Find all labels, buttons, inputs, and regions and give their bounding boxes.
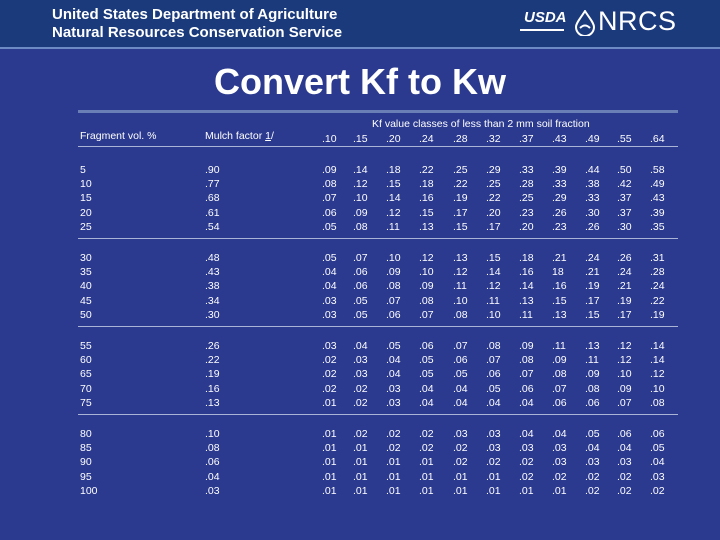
kw-value: .13 [453, 252, 468, 264]
kw-value: .07 [453, 340, 468, 352]
kw-value: .04 [585, 442, 600, 455]
kw-value: .02 [585, 470, 600, 483]
kw-value: .39 [650, 206, 665, 219]
kf-class-header: .55 [617, 133, 632, 145]
kw-value: .02 [353, 382, 368, 395]
kw-value: .21 [617, 280, 632, 293]
kw-value: .15 [552, 294, 567, 307]
kw-value: .02 [322, 354, 337, 367]
kw-value: .49 [650, 178, 665, 191]
kw-value: .19 [617, 294, 632, 307]
title-divider [78, 110, 678, 113]
kw-value: .01 [353, 484, 368, 497]
kw-value: .03 [486, 442, 501, 455]
fragment-value: 90 [80, 456, 92, 469]
kw-value: .19 [585, 280, 600, 293]
kw-value: .04 [386, 368, 401, 381]
mulch-factor-value: .77 [205, 178, 220, 191]
mulch-factor-value: .34 [205, 294, 220, 307]
kw-value: .05 [353, 294, 368, 307]
kw-value: .02 [386, 442, 401, 455]
kw-value: .13 [552, 308, 567, 321]
kw-value: .06 [353, 280, 368, 293]
kw-value: .01 [486, 484, 501, 497]
kw-value: .07 [519, 368, 534, 381]
header-rule [78, 146, 678, 147]
kw-value: .25 [486, 178, 501, 191]
kw-value: .12 [419, 252, 434, 264]
kw-value: .04 [322, 266, 337, 279]
fragment-value: 15 [80, 192, 92, 205]
nrcs-logo: NRCS [598, 6, 677, 36]
kw-value: .01 [419, 484, 434, 497]
kw-value: .02 [419, 428, 434, 440]
kw-value: .12 [617, 340, 632, 352]
kw-value: .15 [486, 252, 501, 264]
kw-value: .17 [617, 308, 632, 321]
kw-value: .16 [419, 192, 434, 205]
kw-value: .35 [650, 220, 665, 233]
kw-value: .16 [552, 280, 567, 293]
kw-value: .14 [486, 266, 501, 279]
kw-value: .13 [585, 340, 600, 352]
kw-value: .18 [386, 164, 401, 176]
fragment-value: 65 [80, 368, 92, 381]
kw-value: .02 [353, 428, 368, 440]
mulch-factor-value: .08 [205, 442, 220, 455]
kw-value: .10 [650, 382, 665, 395]
kw-value: .24 [617, 266, 632, 279]
kw-value: .10 [453, 294, 468, 307]
kw-value: .05 [322, 220, 337, 233]
kw-value: .14 [353, 164, 368, 176]
kw-value: .37 [617, 206, 632, 219]
kw-value: .01 [453, 484, 468, 497]
kw-value: .05 [419, 368, 434, 381]
kw-value: .03 [353, 368, 368, 381]
kw-value: .12 [650, 368, 665, 381]
mulch-factor-value: .68 [205, 192, 220, 205]
mulch-factor-value: .04 [205, 470, 220, 483]
kw-value: .03 [617, 456, 632, 469]
kw-value: .08 [353, 220, 368, 233]
kw-value: .22 [486, 192, 501, 205]
kw-value: .03 [386, 396, 401, 409]
kw-value: .07 [322, 192, 337, 205]
kw-value: .06 [519, 382, 534, 395]
mulch-factor-value: .13 [205, 396, 220, 409]
kw-value: .14 [650, 354, 665, 367]
fragment-value: 55 [80, 340, 92, 352]
col-header-fragment: Fragment vol. % [80, 130, 157, 142]
kw-value: .05 [650, 442, 665, 455]
fragment-value: 75 [80, 396, 92, 409]
kw-value: .02 [552, 470, 567, 483]
kw-value: .18 [419, 178, 434, 191]
kw-value: .05 [419, 354, 434, 367]
slide-title: Convert Kf to Kw [214, 61, 506, 102]
kw-value: .05 [585, 428, 600, 440]
kw-value: .02 [322, 368, 337, 381]
kw-value: .02 [453, 442, 468, 455]
kw-value: .17 [585, 294, 600, 307]
kw-value: .01 [386, 456, 401, 469]
kw-value: .02 [353, 396, 368, 409]
kw-value: .06 [617, 428, 632, 440]
kw-value: .03 [585, 456, 600, 469]
kw-value: .06 [585, 396, 600, 409]
kw-value: .50 [617, 164, 632, 176]
kw-value: .15 [585, 308, 600, 321]
kw-value: .17 [486, 220, 501, 233]
kw-value: .08 [486, 340, 501, 352]
kw-value: .37 [617, 192, 632, 205]
kw-value: .31 [650, 252, 665, 264]
kw-value: .04 [322, 280, 337, 293]
kw-value: .18 [519, 252, 534, 264]
kw-value: .05 [322, 252, 337, 264]
kw-value: .16 [519, 266, 534, 279]
kw-value: .09 [419, 280, 434, 293]
kw-value: .09 [552, 354, 567, 367]
kw-value: .01 [453, 470, 468, 483]
fragment-value: 60 [80, 354, 92, 367]
kw-value: .06 [486, 368, 501, 381]
agency-line-2: Natural Resources Conservation Service [52, 24, 343, 41]
kw-value: .01 [386, 484, 401, 497]
kw-value: .17 [453, 206, 468, 219]
kw-value: .03 [386, 382, 401, 395]
kw-value: .03 [650, 470, 665, 483]
kw-value: .20 [486, 206, 501, 219]
kw-value: .04 [519, 428, 534, 440]
mulch-factor-value: .16 [205, 382, 220, 395]
kw-value: .22 [453, 178, 468, 191]
kw-value: .26 [552, 206, 567, 219]
kw-value: .02 [486, 456, 501, 469]
kf-class-header: .32 [486, 133, 501, 145]
kw-value: .20 [519, 220, 534, 233]
kw-value: .02 [617, 470, 632, 483]
kw-value: .04 [519, 396, 534, 409]
kw-value: .05 [453, 368, 468, 381]
kw-value: .33 [552, 178, 567, 191]
group-separator [78, 414, 678, 415]
fragment-value: 40 [80, 280, 92, 293]
kw-value: .44 [585, 164, 600, 176]
agency-banner [0, 0, 720, 49]
kf-class-header: .37 [519, 133, 534, 145]
mulch-factor-value: .03 [205, 484, 220, 497]
kw-value: .05 [353, 308, 368, 321]
mulch-factor-value: .61 [205, 206, 220, 219]
kw-value: .43 [650, 192, 665, 205]
kw-value: .29 [486, 164, 501, 176]
kw-value: .01 [419, 456, 434, 469]
col-header-mulch: Mulch factor 1/ [205, 130, 274, 142]
kw-value: .11 [585, 354, 599, 367]
kw-value: .22 [650, 294, 665, 307]
fragment-value: 100 [80, 484, 98, 497]
kw-value: .11 [486, 294, 500, 307]
kw-value: .03 [519, 442, 534, 455]
kw-value: .15 [453, 220, 468, 233]
kw-value: .13 [419, 220, 434, 233]
kf-class-header: .28 [453, 133, 468, 145]
kw-value: .23 [519, 206, 534, 219]
kw-value: .26 [617, 252, 632, 264]
kw-value: .02 [519, 456, 534, 469]
kw-value: .07 [617, 396, 632, 409]
kw-value: .04 [650, 456, 665, 469]
kw-value: .06 [322, 206, 337, 219]
kw-value: .01 [519, 484, 534, 497]
kw-value: .08 [322, 178, 337, 191]
kw-value: .01 [322, 456, 337, 469]
kw-value: .30 [585, 206, 600, 219]
kw-value: .26 [585, 220, 600, 233]
kw-value: .28 [650, 266, 665, 279]
kw-value: .11 [453, 280, 467, 293]
kw-value: .04 [552, 428, 567, 440]
kw-value: .12 [486, 280, 501, 293]
kf-class-header: .10 [322, 133, 337, 145]
fragment-value: 45 [80, 294, 92, 307]
kw-value: .14 [519, 280, 534, 293]
kw-value: .12 [386, 206, 401, 219]
kw-value: .02 [386, 428, 401, 440]
kw-value: .38 [585, 178, 600, 191]
kw-value: .02 [322, 382, 337, 395]
kw-value: .15 [419, 206, 434, 219]
agency-line-1: United States Department of Agriculture [52, 6, 338, 23]
kw-value: .01 [419, 470, 434, 483]
kw-value: .10 [386, 252, 401, 264]
kf-class-header: .24 [419, 133, 434, 145]
kw-value: .08 [453, 308, 468, 321]
mulch-factor-value: .10 [205, 428, 220, 440]
kw-value: .01 [322, 428, 337, 440]
kw-value: .05 [486, 382, 501, 395]
kw-value: .21 [585, 266, 600, 279]
kf-class-header: .64 [650, 133, 665, 145]
mulch-factor-value: .26 [205, 340, 220, 352]
kw-value: .02 [585, 484, 600, 497]
kw-value: .33 [585, 192, 600, 205]
kw-value: .04 [617, 442, 632, 455]
kw-value: .15 [386, 178, 401, 191]
kw-value: .08 [585, 382, 600, 395]
water-drop-icon [574, 10, 596, 36]
kw-value: .11 [386, 220, 400, 233]
fragment-value: 50 [80, 308, 92, 321]
kw-value: .08 [519, 354, 534, 367]
usda-logo-underline [520, 29, 564, 31]
mulch-factor-value: .30 [205, 308, 220, 321]
kw-value: .04 [453, 382, 468, 395]
kw-value: .08 [650, 396, 665, 409]
kw-value: .06 [353, 266, 368, 279]
kw-value: .21 [552, 252, 567, 264]
fragment-value: 95 [80, 470, 92, 483]
kw-value: .22 [419, 164, 434, 176]
mulch-factor-value: .38 [205, 280, 220, 293]
kw-value: .39 [552, 164, 567, 176]
kw-value: .04 [353, 340, 368, 352]
mulch-factor-value: .22 [205, 354, 220, 367]
kw-value: .01 [322, 470, 337, 483]
kw-value: .02 [419, 442, 434, 455]
mulch-factor-value: .19 [205, 368, 220, 381]
kw-value: .14 [386, 192, 401, 205]
fragment-value: 85 [80, 442, 92, 455]
kw-value: .12 [617, 354, 632, 367]
kf-class-header: .49 [585, 133, 600, 145]
mulch-factor-value: .54 [205, 220, 220, 233]
kw-value: .19 [453, 192, 468, 205]
kw-value: .03 [453, 428, 468, 440]
fragment-value: 70 [80, 382, 92, 395]
kw-value: .01 [322, 396, 337, 409]
kw-value: .10 [419, 266, 434, 279]
kf-classes-caption: Kf value classes of less than 2 mm soil fraction [372, 118, 590, 130]
kw-value: .02 [453, 456, 468, 469]
kw-value: .09 [322, 164, 337, 176]
kw-value: .07 [486, 354, 501, 367]
usda-logo: USDA [524, 9, 567, 26]
kw-value: .12 [353, 178, 368, 191]
kw-value: .02 [650, 484, 665, 497]
kw-value: .12 [453, 266, 468, 279]
kw-value: .02 [519, 470, 534, 483]
kf-class-header: .43 [552, 133, 567, 145]
kw-value: .10 [353, 192, 368, 205]
kw-value: .08 [386, 280, 401, 293]
kw-value: .03 [322, 308, 337, 321]
kw-value: .08 [552, 368, 567, 381]
kw-value: .33 [519, 164, 534, 176]
kw-value: .42 [617, 178, 632, 191]
kw-value: .03 [322, 294, 337, 307]
kw-value: .07 [552, 382, 567, 395]
mulch-factor-value: .06 [205, 456, 220, 469]
kw-value: .04 [453, 396, 468, 409]
kf-class-header: .20 [386, 133, 401, 145]
kw-value: .11 [519, 308, 533, 321]
kw-value: .01 [322, 484, 337, 497]
kw-value: .01 [552, 484, 567, 497]
kw-value: .09 [585, 368, 600, 381]
kw-value: .04 [386, 354, 401, 367]
kw-value: .14 [650, 340, 665, 352]
kw-value: .24 [585, 252, 600, 264]
kw-value: .25 [519, 192, 534, 205]
kw-value: .01 [353, 442, 368, 455]
kw-value: .10 [617, 368, 632, 381]
kw-value: .19 [650, 308, 665, 321]
kw-value: .09 [617, 382, 632, 395]
kw-value: .07 [353, 252, 368, 264]
fragment-value: 35 [80, 266, 92, 279]
kw-value: .04 [486, 396, 501, 409]
kw-value: .06 [386, 308, 401, 321]
agency-name [52, 6, 342, 42]
kw-value: .11 [552, 340, 566, 352]
kw-value: .09 [386, 266, 401, 279]
kw-value: .07 [419, 308, 434, 321]
kw-value: .09 [353, 206, 368, 219]
kw-value: 18 [552, 266, 564, 279]
kw-value: .04 [419, 396, 434, 409]
kw-value: .03 [552, 442, 567, 455]
kw-value: .10 [486, 308, 501, 321]
kw-value: .07 [386, 294, 401, 307]
kw-value: .03 [353, 354, 368, 367]
fragment-value: 25 [80, 220, 92, 233]
kw-value: .01 [486, 470, 501, 483]
kw-value: .09 [519, 340, 534, 352]
kw-value: .03 [552, 456, 567, 469]
mulch-factor-value: .90 [205, 164, 220, 176]
fragment-value: 20 [80, 206, 92, 219]
kw-value: .02 [617, 484, 632, 497]
kw-value: .58 [650, 164, 665, 176]
kw-value: .01 [322, 442, 337, 455]
mulch-factor-value: .48 [205, 252, 220, 264]
kw-value: .01 [353, 470, 368, 483]
fragment-value: 5 [80, 164, 86, 176]
kw-value: .06 [419, 340, 434, 352]
kw-value: .05 [386, 340, 401, 352]
fragment-value: 10 [80, 178, 92, 191]
kw-value: .01 [386, 470, 401, 483]
kw-value: .13 [519, 294, 534, 307]
kw-value: .04 [419, 382, 434, 395]
kw-value: .03 [486, 428, 501, 440]
kw-value: .03 [322, 340, 337, 352]
group-separator [78, 326, 678, 327]
kw-value: .08 [419, 294, 434, 307]
kf-class-header: .15 [353, 133, 368, 145]
kw-value: .24 [650, 280, 665, 293]
kw-value: .25 [453, 164, 468, 176]
group-separator [78, 238, 678, 239]
kw-value: .06 [453, 354, 468, 367]
kw-value: .06 [552, 396, 567, 409]
fragment-value: 30 [80, 252, 92, 264]
kw-value: .01 [353, 456, 368, 469]
fragment-value: 80 [80, 428, 92, 440]
kw-value: .29 [552, 192, 567, 205]
mulch-factor-value: .43 [205, 266, 220, 279]
kw-value: .06 [650, 428, 665, 440]
kw-value: .28 [519, 178, 534, 191]
kw-value: .30 [617, 220, 632, 233]
kw-value: .23 [552, 220, 567, 233]
